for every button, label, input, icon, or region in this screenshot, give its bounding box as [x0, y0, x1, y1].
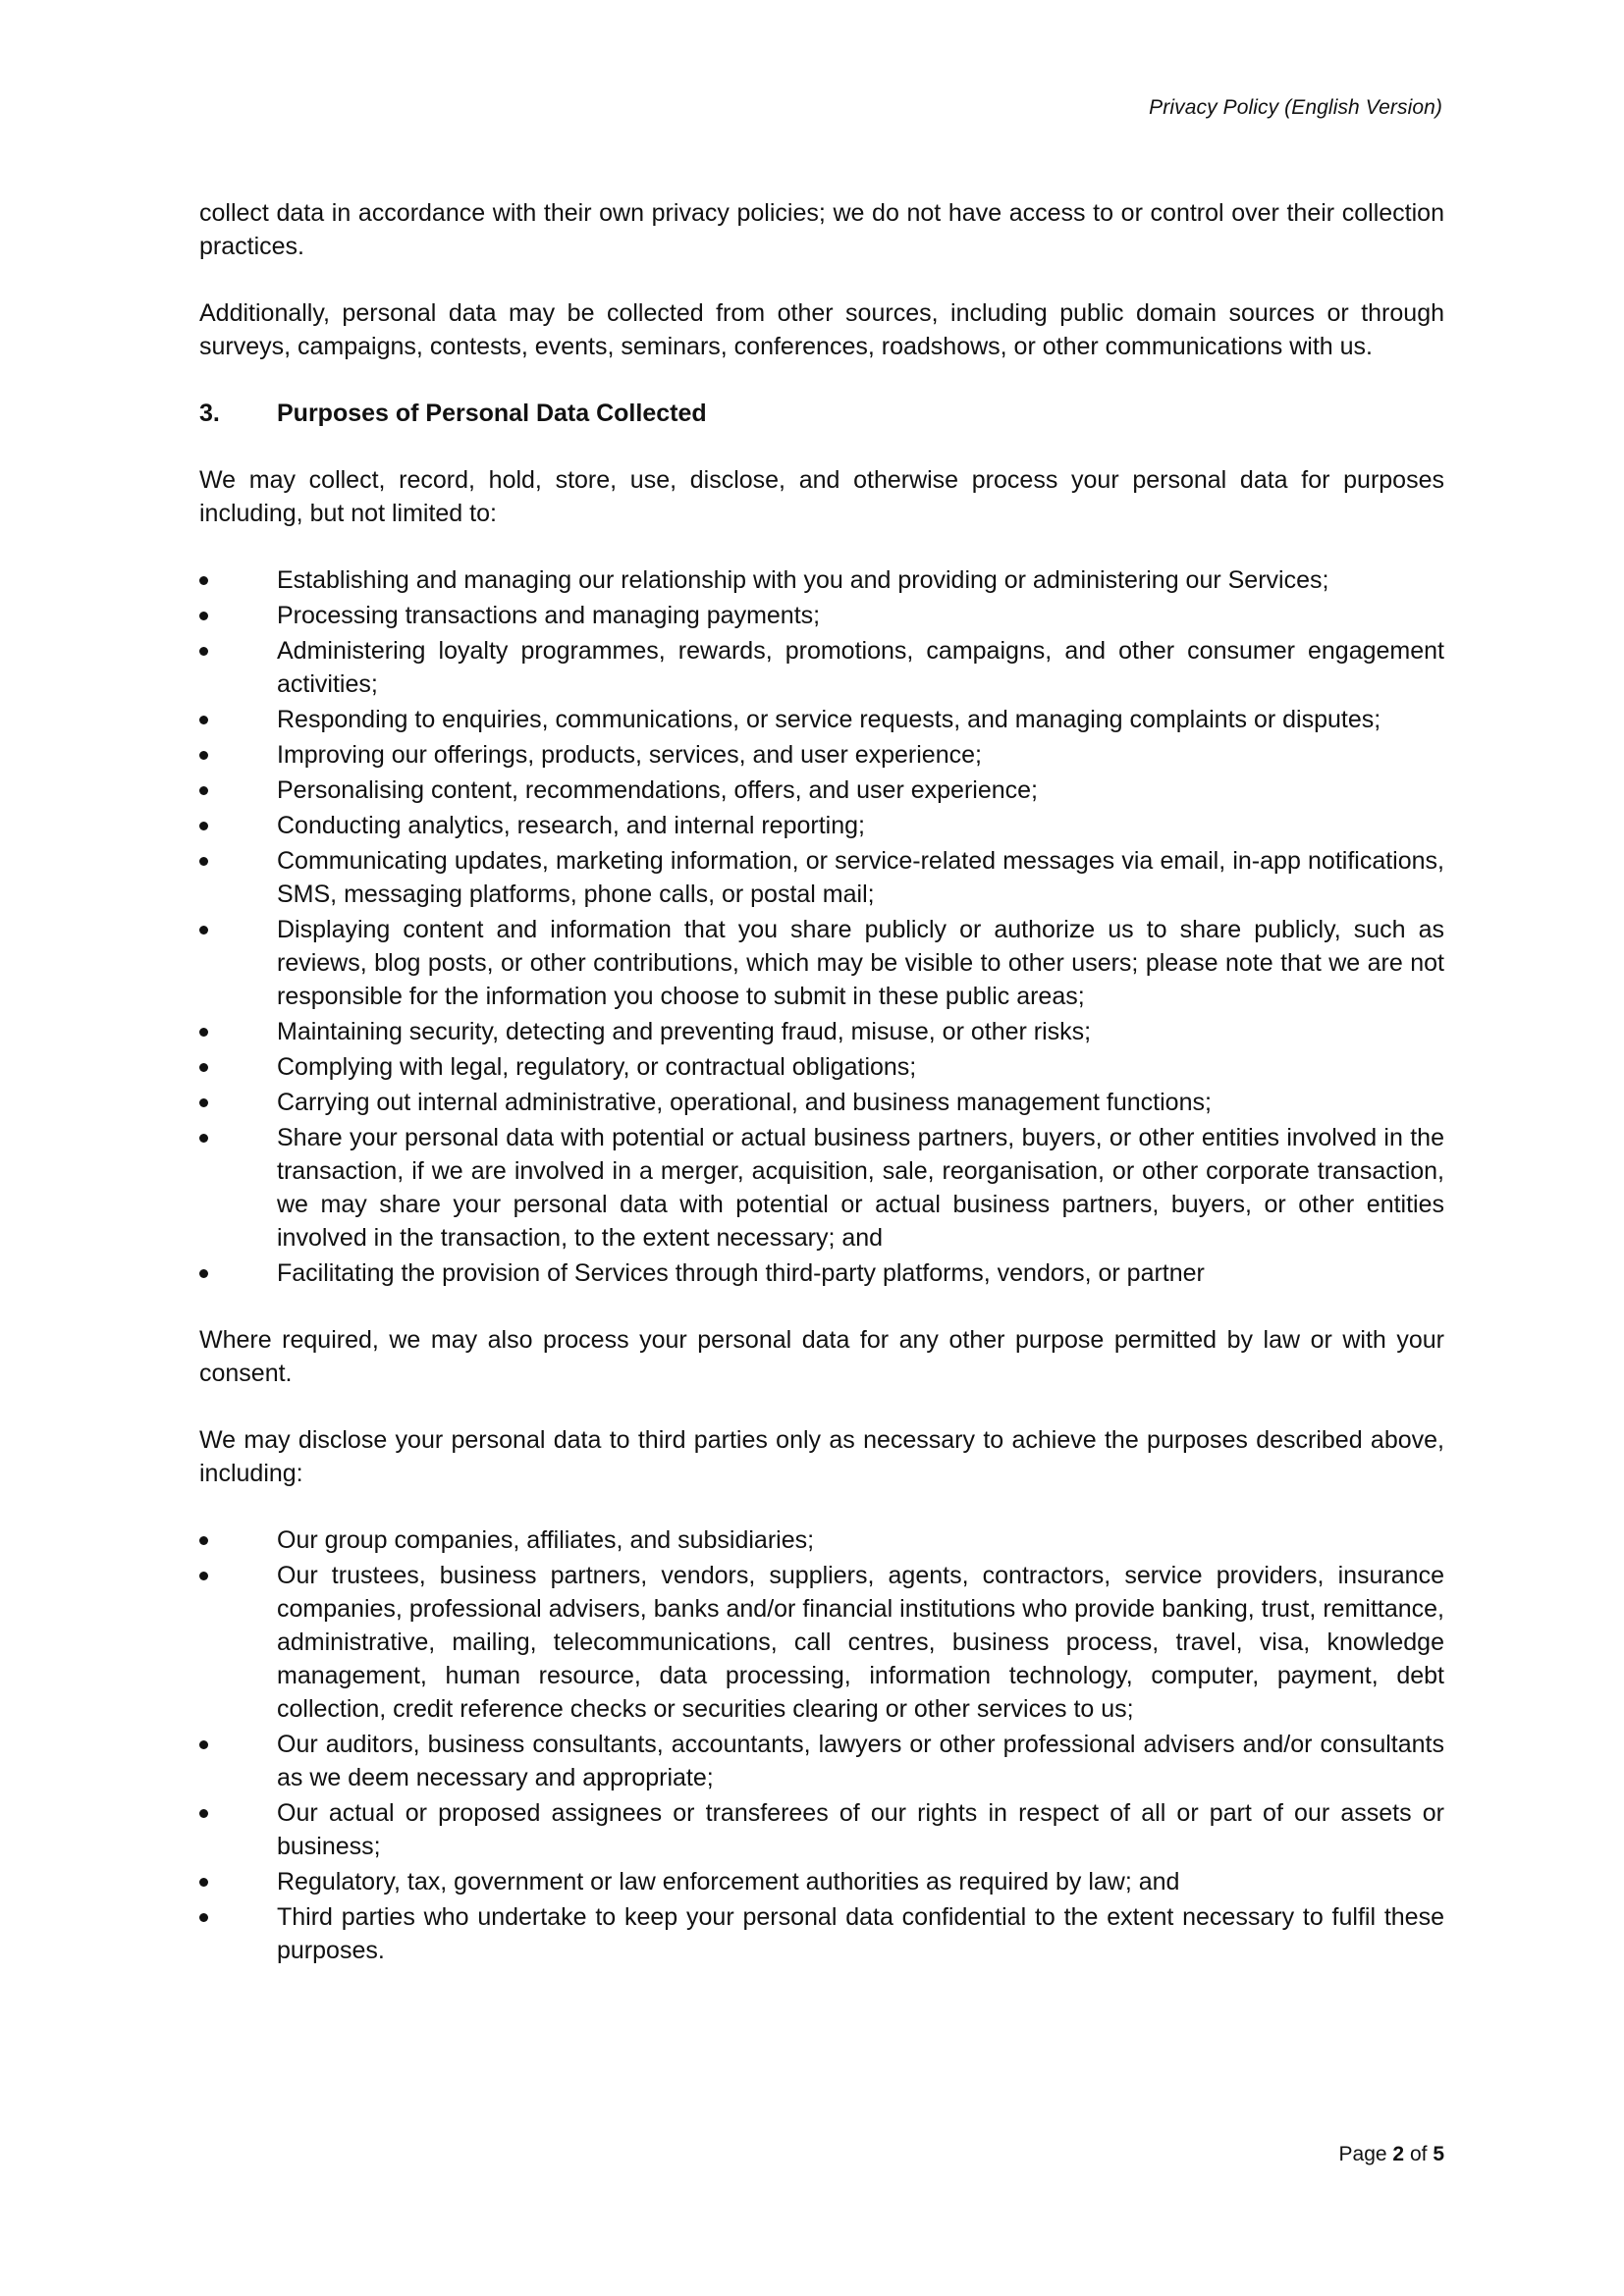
purpose-item — [199, 774, 1444, 807]
purpose-item — [199, 1015, 1444, 1048]
list-item-text: Improving our offerings, products, services, and user experience; — [277, 741, 982, 769]
page-content — [199, 196, 1444, 1969]
bullet-icon — [199, 612, 208, 620]
list-item-text: Our trustees, business partners, vendors, suppliers, agents, contractors, service providers, insurance companies, professional advisers, banks and/or financial institutions who provide banking, trust, remittance, administrative, mailing, telecommunications, call centres, business process, travel, visa, knowledge management, human resource, data processing, information technology, computer, payment, debt collection, credit reference checks or securities clearing or other services to us; — [277, 1562, 1444, 1723]
purpose-item — [199, 599, 1444, 632]
paragraph-other-purpose: Where required, we may also process your personal data for any other purpose permitted by law or with your consent. — [199, 1326, 1444, 1387]
bullet-icon — [199, 926, 208, 934]
purpose-item — [199, 1086, 1444, 1119]
list-item-text: Share your personal data with potential or actual business partners, buyers, or other entities involved in the transaction, if we are involved in a merger, acquisition, sale, reorganisation, or other corporate transaction, we may share your personal data with potential or actual business partners, buyers, or other entities involved in the transaction, to the extent necessary; and — [277, 1124, 1444, 1252]
bullet-icon — [199, 1913, 208, 1922]
list-item-text: Our group companies, affiliates, and subsidiaries; — [277, 1526, 815, 1554]
paragraph-continuation: collect data in accordance with their own privacy policies; we do not have access to or control over their collection practices. — [199, 199, 1444, 260]
purposes-list — [199, 563, 1444, 1290]
list-item-text: Our auditors, business consultants, accountants, lawyers or other professional advisers and/or consultants as we deem necessary and appropriate; — [277, 1731, 1444, 1791]
bullet-icon — [199, 786, 208, 795]
bullet-icon — [199, 1028, 208, 1037]
list-item-text: Maintaining security, detecting and preventing fraud, misuse, or other risks; — [277, 1018, 1092, 1045]
list-item-text: Conducting analytics, research, and internal reporting; — [277, 812, 865, 839]
list-item-text: Carrying out internal administrative, operational, and business management functions; — [277, 1089, 1212, 1116]
recipient-item — [199, 1728, 1444, 1794]
section-number: 3. — [199, 400, 220, 427]
list-item-text: Establishing and managing our relationship with you and providing or administering our Services; — [277, 566, 1329, 594]
bullet-icon — [199, 1536, 208, 1545]
purpose-item — [199, 913, 1444, 1013]
bullet-icon — [199, 716, 208, 724]
list-item-text: Communicating updates, marketing information, or service-related messages via email, in-app notifications, SMS, messaging platforms, phone calls, or postal mail; — [277, 847, 1444, 908]
recipients-list — [199, 1523, 1444, 1967]
purpose-item — [199, 1050, 1444, 1084]
list-item-text: Administering loyalty programmes, rewards, promotions, campaigns, and other consumer engagement activities; — [277, 637, 1444, 698]
list-item-text: Our actual or proposed assignees or transferees of our rights in respect of all or part of our assets or business; — [277, 1799, 1444, 1860]
list-item-text: Third parties who undertake to keep your personal data confidential to the extent necessary to fulfil these purposes. — [277, 1903, 1444, 1964]
page-number — [1339, 2143, 1444, 2166]
purpose-item — [199, 844, 1444, 911]
purpose-item — [199, 563, 1444, 597]
list-item-text: Personalising content, recommendations, offers, and user experience; — [277, 776, 1038, 804]
bullet-icon — [199, 1063, 208, 1072]
bullet-icon — [199, 647, 208, 656]
paragraph-purposes-intro: We may collect, record, hold, store, use, disclose, and otherwise process your personal data for purposes including, but not limited to: — [199, 466, 1444, 527]
list-item-text: Regulatory, tax, government or law enforcement authorities as required by law; and — [277, 1868, 1180, 1896]
section-title: Purposes of Personal Data Collected — [277, 400, 707, 427]
recipient-item — [199, 1796, 1444, 1863]
purpose-item — [199, 809, 1444, 842]
list-item-text: Processing transactions and managing payments; — [277, 602, 821, 629]
purpose-item — [199, 738, 1444, 772]
paragraph-disclosure-intro: We may disclose your personal data to third parties only as necessary to achieve the purposes described above, including: — [199, 1426, 1444, 1487]
of-label: of — [1409, 2143, 1428, 2165]
purpose-item — [199, 1121, 1444, 1255]
bullet-icon — [199, 1269, 208, 1278]
bullet-icon — [199, 1740, 208, 1749]
page-label: Page — [1338, 2143, 1387, 2165]
bullet-icon — [199, 1572, 208, 1580]
bullet-icon — [199, 1134, 208, 1143]
bullet-icon — [199, 1809, 208, 1818]
bullet-icon — [199, 576, 208, 585]
list-item-text: Displaying content and information that you share publicly or authorize us to share publicly, such as reviews, blog posts, or other contributions, which may be visible to other users; please note that we are not responsible for the information you choose to submit in these public areas; — [277, 916, 1444, 1010]
purpose-item — [199, 1256, 1444, 1290]
bullet-icon — [199, 822, 208, 830]
list-item-text: Facilitating the provision of Services through third-party platforms, vendors, or partner — [277, 1259, 1205, 1287]
list-item-text: Responding to enquiries, communications, or service requests, and managing complaints or disputes; — [277, 706, 1381, 733]
purpose-item — [199, 634, 1444, 701]
section-heading — [199, 397, 1444, 430]
bullet-icon — [199, 1878, 208, 1887]
bullet-icon — [199, 751, 208, 760]
purpose-item — [199, 703, 1444, 736]
recipient-item — [199, 1900, 1444, 1967]
total-pages: 5 — [1433, 2143, 1444, 2165]
current-page: 2 — [1392, 2143, 1405, 2165]
recipient-item — [199, 1523, 1444, 1557]
running-header: Privacy Policy (English Version) — [1149, 96, 1442, 119]
bullet-icon — [199, 1098, 208, 1107]
bullet-icon — [199, 857, 208, 866]
list-item-text: Complying with legal, regulatory, or contractual obligations; — [277, 1053, 917, 1081]
recipient-item — [199, 1865, 1444, 1898]
recipient-item — [199, 1559, 1444, 1726]
paragraph-other-sources: Additionally, personal data may be collected from other sources, including public domain sources or through surveys, campaigns, contests, events, seminars, conferences, roadshows, or other communications with us. — [199, 299, 1444, 360]
